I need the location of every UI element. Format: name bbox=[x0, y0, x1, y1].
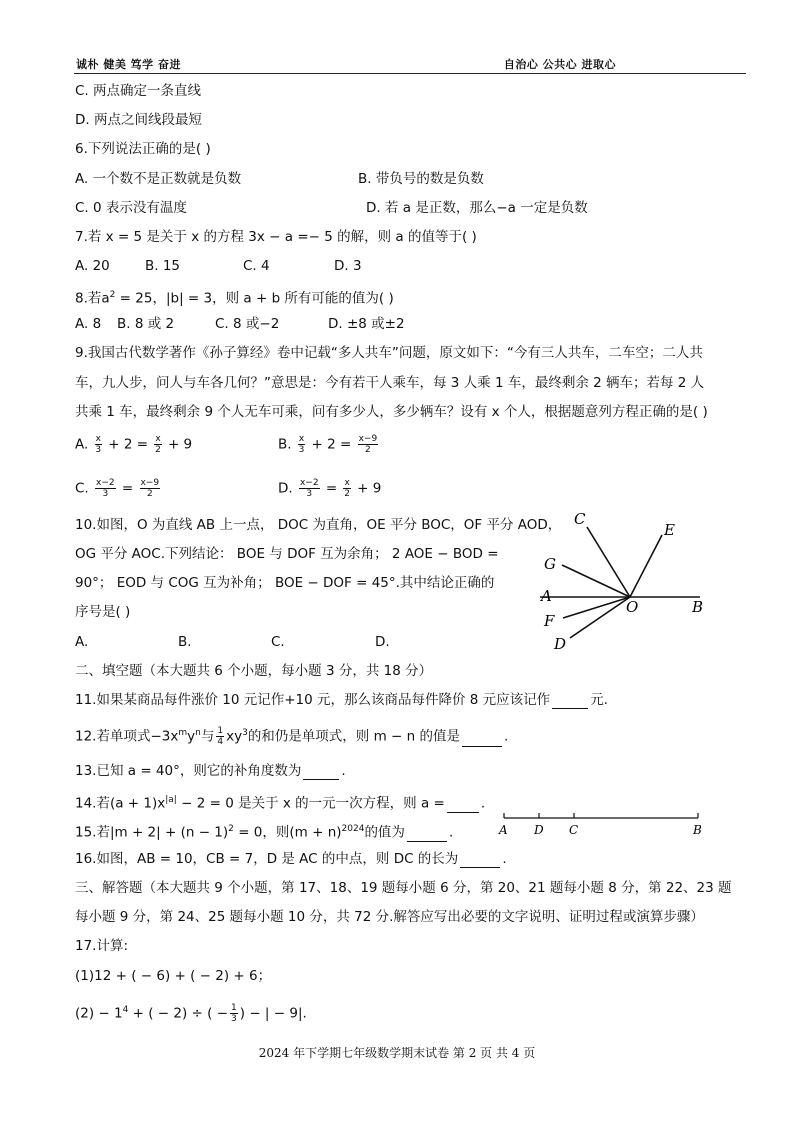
label-a: A bbox=[541, 587, 552, 605]
header-motto-right: 自治心 公共心 进取心 bbox=[503, 58, 616, 71]
label-o: O bbox=[626, 598, 639, 616]
q14: 14.若$(a + 1)x^{|a|} - 2 = 0$ 是关于 x 的一元一次方程，则 a = . bbox=[75, 795, 486, 812]
q6-option-b: B. 带负号的数是负数 bbox=[358, 171, 484, 187]
q10-line-4: 序号是( ) bbox=[75, 604, 131, 620]
q9-line-1: 9.我国古代数学著作《孙子算经》卷中记载“多人共车”问题，原文如下：“今有三人共车，二车空；二人共 bbox=[75, 345, 703, 361]
q10-line-3: 90°； EOD 与 COG 互为补角； BOE − DOF = 45°.其中结论正确的 bbox=[75, 575, 495, 591]
q8-option-d: D. ±8 或±2 bbox=[328, 316, 405, 332]
q16-answer-blank[interactable] bbox=[460, 854, 500, 868]
q10-option-d: D. bbox=[375, 634, 390, 650]
q17-stem: 17.计算: bbox=[75, 938, 129, 954]
q16: 16.如图，AB = 10，CB = 7，D 是 AC 的中点，则 DC 的长为 . bbox=[75, 851, 507, 867]
q7-option-c: C. 4 bbox=[243, 258, 270, 274]
header-motto-left: 诚朴 健美 笃学 奋进 bbox=[76, 58, 181, 71]
q8-stem: 8.若$a^2 = 25$，|b| = 3，则 a + b 所有可能的值为( ) bbox=[75, 290, 394, 307]
q11: 11.如果某商品每件涨价 10 元记作+10 元，那么该商品每件降价 8 元应该记作 元. bbox=[75, 692, 608, 708]
q9-line-3: 共乘 1 车，最终剩余 9 个人无车可乘，问有多少人，多少辆车？设有 x 个人，根据题意列方程正确的是( ) bbox=[75, 404, 708, 420]
label-d: D bbox=[554, 635, 567, 653]
q8-option-b: B. 8 或 2 bbox=[117, 316, 175, 332]
label-c: C bbox=[574, 510, 586, 528]
q7-option-a: A. 20 bbox=[75, 258, 110, 274]
q13: 13.已知 a = 40°，则它的补角度数为 . bbox=[75, 763, 346, 779]
q8-option-c: C. 8 或−2 bbox=[215, 316, 280, 332]
q17-part-1: (1)12 + ( − 6) + ( − 2) + 6； bbox=[75, 968, 272, 984]
q8-option-a: A. 8 bbox=[75, 316, 102, 332]
page-header bbox=[74, 56, 746, 74]
section-3-line-2: 每小题 9 分，第 24、25 题每小题 10 分，共 72 分.解答应写出必要的文字说明、证明过程或演算步骤） bbox=[75, 909, 704, 925]
q10-angle-figure bbox=[530, 505, 730, 655]
page-footer: 2024 年下学期七年级数学期末试卷 第 2 页 共 4 页 bbox=[258, 1046, 536, 1060]
q10-option-a: A. bbox=[75, 634, 89, 650]
q12-answer-blank[interactable] bbox=[462, 733, 502, 747]
section-3-line-1: 三、解答题（本大题共 9 个小题，第 17、18、19 题每小题 6 分，第 20、21 题每小题 8 分，第 22、23 题 bbox=[75, 880, 732, 896]
seg-label-a: A bbox=[499, 823, 508, 837]
section-2-heading: 二、填空题（本大题共 6 个小题，每小题 3 分，共 18 分） bbox=[75, 663, 433, 679]
q11-answer-blank[interactable] bbox=[552, 695, 588, 709]
q6-stem: 6.下列说法正确的是( ) bbox=[75, 141, 211, 157]
q15-answer-blank[interactable] bbox=[407, 828, 447, 842]
q10-option-b: B. bbox=[178, 634, 192, 650]
q10-option-c: C. bbox=[271, 634, 285, 650]
q9-option-d: D. $\frac{x-2}{3}$ = $\frac{x}{2}$ + 9 bbox=[278, 478, 382, 499]
ray-od bbox=[570, 597, 630, 638]
label-e: E bbox=[664, 521, 675, 539]
q7-stem: 7.若 x = 5 是关于 x 的方程 3x − a =− 5 的解，则 a 的值等于( ) bbox=[75, 229, 477, 245]
q6-option-d: D. 若 a 是正数，那么−a 一定是负数 bbox=[366, 200, 588, 216]
q7-option-d: D. 3 bbox=[334, 258, 362, 274]
q5-option-c: C. 两点确定一条直线 bbox=[75, 83, 202, 99]
q6-option-a: A. 一个数不是正数就是负数 bbox=[75, 171, 242, 187]
ray-of bbox=[563, 597, 630, 618]
q10-line-1: 10.如图，O 为直线 AB 上一点， DOC 为直角，OE 平分 BOC，OF 平分 AOD， bbox=[75, 517, 562, 533]
q7-option-b: B. 15 bbox=[145, 258, 181, 274]
ray-oe bbox=[630, 535, 662, 597]
q9-option-b: B. $\frac{x}{3}$ + 2 = $\frac{x-9}{2}$ bbox=[278, 434, 378, 455]
q9-option-c: C. $\frac{x-2}{3}$ = $\frac{x-9}{2}$ bbox=[75, 478, 160, 499]
label-g: G bbox=[544, 555, 556, 573]
q17-part-2: $(2) - 1^4$ + ( − 2) ÷ ( − $\frac{1}{3}$ ) − | − 9|. bbox=[75, 1003, 307, 1024]
q9-line-2: 车，九人步，问人与车各几何？”意思是：今有若干人乘车，每 3 人乘 1 车，最终剩余 2 辆车；若每 2 人 bbox=[75, 375, 705, 391]
q10-line-2: OG 平分 AOC.下列结论： BOE 与 DOF 互为余角； 2 AOE − BOD = bbox=[75, 546, 499, 562]
q9-option-a: A. $\frac{x}{3}$ + 2 = $\frac{x}{2}$ + 9 bbox=[75, 434, 193, 455]
q5-option-d: D. 两点之间线段最短 bbox=[75, 112, 202, 128]
label-b: B bbox=[692, 598, 704, 616]
seg-label-c: C bbox=[569, 823, 579, 837]
q13-answer-blank[interactable] bbox=[303, 766, 339, 780]
q12: 12.若单项式$-3x^my^n$与 $\frac{1}{4}$ $xy^3$的和仍是单项式，则 m − n 的值是 . bbox=[75, 726, 509, 747]
q6-option-c: C. 0 表示没有温度 bbox=[75, 200, 187, 216]
seg-label-d: D bbox=[534, 823, 544, 837]
q16-segment-figure bbox=[494, 806, 714, 838]
seg-label-b: B bbox=[693, 823, 702, 837]
q14-answer-blank[interactable] bbox=[447, 799, 479, 813]
label-f: F bbox=[544, 612, 555, 630]
q15: 15.若$|m + 2| + (n - 1)^2 = 0$，则$(m + n)^{2024}$的值为 . bbox=[75, 824, 454, 841]
